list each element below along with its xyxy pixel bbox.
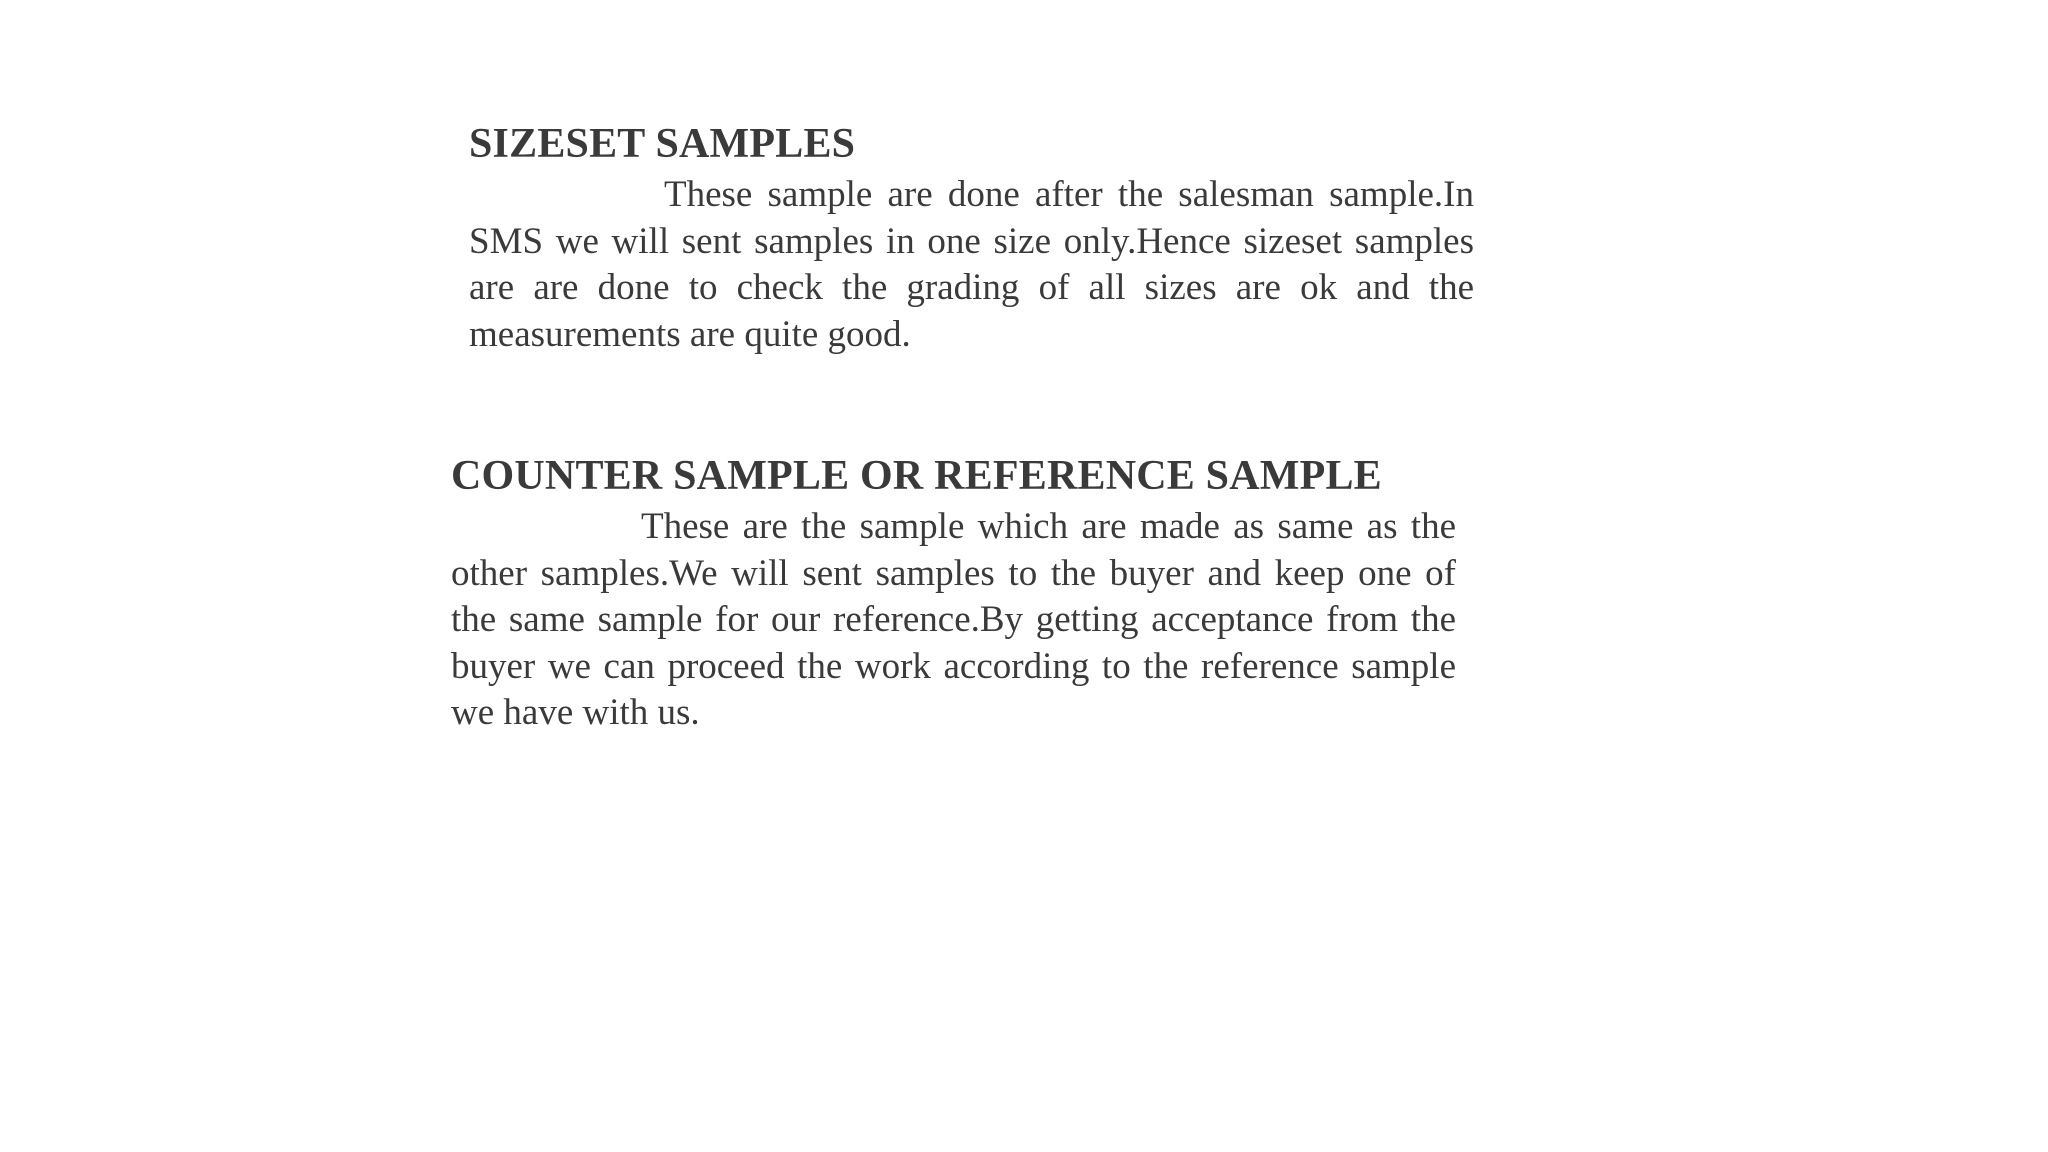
sizeset-samples-section	[469, 116, 1474, 358]
counter-sample-paragraph: These are the sample which are made as same as the other samples.We will sent samples to the buyer and keep one of the same sample for our reference.By getting acceptance from the buyer we can proceed the work according to the reference sample we have with us.	[451, 506, 1456, 733]
counter-sample-section	[451, 448, 1456, 737]
sizeset-samples-paragraph: These sample are done after the salesman sample.In SMS we will sent samples in one size only.Hence sizeset samples are are done to check the grading of all sizes are ok and the measurements are quite good.	[469, 174, 1474, 355]
counter-sample-heading: COUNTER SAMPLE OR REFERENCE SAMPLE	[451, 453, 1382, 499]
sizeset-samples-heading: SIZESET SAMPLES	[469, 121, 856, 167]
